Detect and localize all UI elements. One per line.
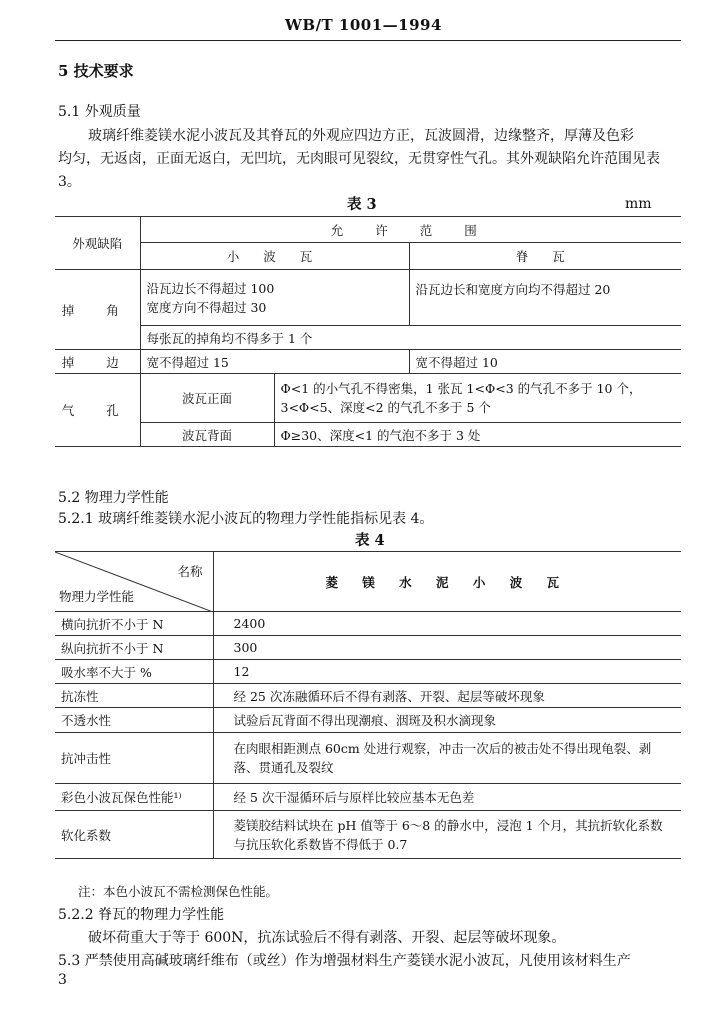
section-5-title: 5 技术要求 (58, 62, 134, 80)
t3-row-pore-back: 波瓦背面 (140, 423, 274, 447)
table3-unit: mm (625, 196, 652, 212)
t3-row-edge-small: 宽不得超过 15 (140, 350, 409, 374)
t3-row-corner-note: 每张瓦的掉角均不得多于 1 个 (140, 326, 681, 350)
t4-row-label: 彩色小波瓦保色性能¹⁾ (55, 784, 213, 811)
t3-col-allow: 允 许 范 围 (140, 217, 681, 243)
t4-corner-cell (55, 552, 213, 612)
s522-para: 破坏荷重大于等于 600N，抗冻试验后不得有剥落、开裂、起层等破坏现象。 (88, 930, 566, 946)
t4-soft-line2: 与抗压软化系数皆不得低于 0.7 (233, 836, 408, 852)
t3-row-corner-label: 掉 角 (55, 270, 140, 350)
s51-para-line1: 玻璃纤维菱镁水泥小波瓦及其脊瓦的外观应四边方正，瓦波圆滑，边缘整齐，厚薄及色彩 (88, 128, 634, 144)
t3-row-pore-back-value: Φ≥30、深度<1 的气泡不多于 3 处 (274, 423, 681, 447)
t4-impact-line1: 在肉眼相距测点 60cm 处进行观察，冲击一次后的被击处不得出现龟裂、剥 (233, 741, 652, 756)
s51-para-line2: 均匀，无返卤，正面无返白，无凹坑，无肉眼可见裂纹，无贯穿性气孔。其外观缺陷允许范围见表 (58, 151, 660, 167)
table3-caption: 表 3 (347, 196, 377, 213)
t3-pore-front-line1: Φ<1 的小气孔不得密集，1 张瓦 1<Φ<3 的气孔不多于 10 个， (280, 381, 642, 396)
t4-row-label: 抗冲击性 (55, 733, 213, 784)
t4-row-value: 经 25 次冻融循环后不得有剥落、开裂、起层等破坏现象 (213, 684, 681, 708)
t4-row-value: 2400 (213, 612, 681, 636)
section-5-3-line: 5.3 严禁使用高碱玻璃纤维布（或丝）作为增强材料生产菱镁水泥小波瓦，凡使用该材料生产 (58, 953, 631, 969)
t4-row-value: 12 (213, 660, 681, 684)
t4-impact-line2: 落、贯通孔及裂纹 (233, 760, 334, 775)
t4-soft-line1: 菱镁胶结料试块在 pH 值等于 6～8 的静水中，浸泡 1 个月，其抗折软化系数 (233, 817, 663, 833)
t3-row-edge-ridge: 宽不得超过 10 (409, 350, 681, 374)
t3-row-pore-front: 波瓦正面 (140, 374, 274, 423)
t3-col-defect: 外观缺陷 (55, 217, 140, 270)
section-5-2-2-heading: 5.2.2 脊瓦的物理力学性能 (58, 907, 225, 923)
t4-row-label: 纵向抗折不小于 N (55, 636, 213, 660)
section-5-2-1: 5.2.1 玻璃纤维菱镁水泥小波瓦的物理力学性能指标见表 4。 (58, 511, 434, 527)
section-5-1-heading: 5.1 外观质量 (58, 104, 141, 120)
header-rule (55, 40, 681, 41)
t3-col-ridge: 脊 瓦 (409, 243, 681, 270)
t4-corner-top: 名称 (177, 564, 203, 579)
t4-row-label: 软化系数 (55, 811, 213, 859)
page-number: 3 (58, 972, 67, 988)
table-3 (55, 216, 681, 447)
table-4 (55, 551, 681, 859)
t4-row-value: 经 5 次干湿循环后与原样比较应基本无色差 (213, 784, 681, 811)
t3-row-edge-label: 掉 边 (55, 350, 140, 374)
section-5-2-heading: 5.2 物理力学性能 (58, 490, 169, 506)
t3-row-corner-small (140, 270, 409, 326)
t4-row-label: 横向抗折不小于 N (55, 612, 213, 636)
t3-row-pore-front-value (274, 374, 681, 423)
t4-row-label: 抗冻性 (55, 684, 213, 708)
t4-row-label: 不透水性 (55, 708, 213, 733)
s51-para-line3: 3。 (58, 174, 81, 190)
t3-pore-front-line2: 3<Φ<5、深度<2 的气孔不多于 5 个 (280, 400, 491, 415)
t4-corner-bottom: 物理力学性能 (59, 589, 135, 604)
t3-row-pore-label: 气 孔 (55, 374, 140, 447)
t3-col-small: 小 波 瓦 (140, 243, 409, 270)
t3-row-corner-ridge: 沿瓦边长和宽度方向均不得超过 20 (409, 270, 681, 326)
page-header: WB/T 1001—1994 (285, 16, 442, 34)
t4-row-value (213, 811, 681, 859)
t4-row-label: 吸水率不大于 % (55, 660, 213, 684)
t4-col-header: 菱 镁 水 泥 小 波 瓦 (213, 552, 681, 612)
table4-note: 注：本色小波瓦不需检测保色性能。 (78, 884, 279, 899)
t4-row-value (213, 733, 681, 784)
t4-row-value: 试验后瓦背面不得出现潮痕、洇斑及积水滴现象 (213, 708, 681, 733)
t3-corner-small-line1: 沿瓦边长不得超过 100 (146, 280, 275, 296)
t4-row-value: 300 (213, 636, 681, 660)
table4-caption: 表 4 (355, 532, 385, 549)
t3-corner-small-line2: 宽度方向不得超过 30 (146, 299, 267, 315)
